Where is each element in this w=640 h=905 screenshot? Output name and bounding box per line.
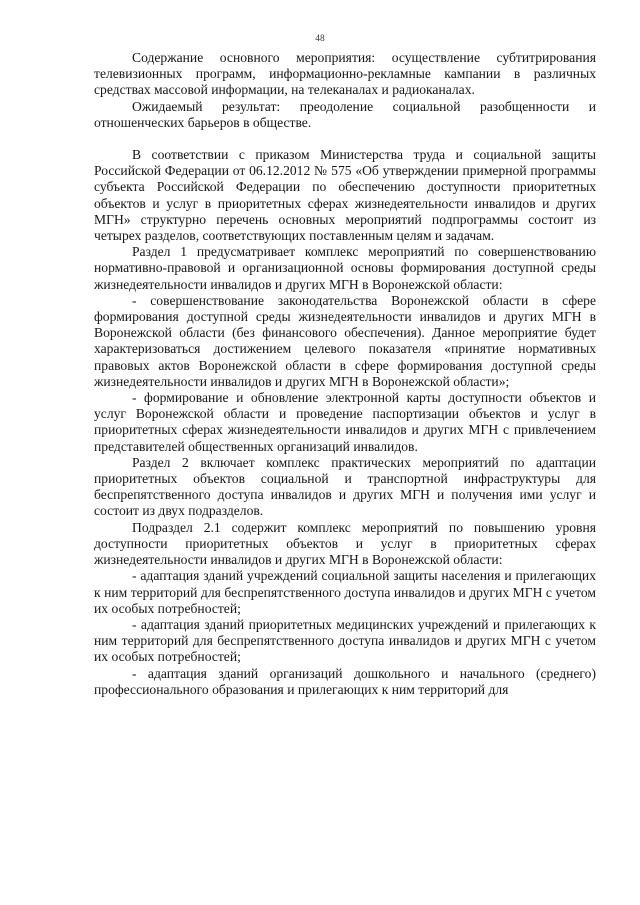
paragraph-subtitling: Содержание основного мероприятия: осуществление субтитрирования телевизионных программ, информационно-рекламные кампании в различных средствах массовой информации, на телеканалах и радиоканалах. [94, 50, 596, 98]
paragraph-order-reference: В соответствии с приказом Министерства труда и социальной защиты Российской Федерации от 06.12.2012 № 575 «Об утверждении примерной программы субъекта Российской Федерации по обеспечению доступности приоритетных объектов и услуг в приоритетных сферах жизнедеятельности инвалидов и других МГН» структурно перечень основных мероприятий подпрограммы состоит из четырех разделов, соответствующих поставленным целям и задачам. [94, 147, 596, 244]
list-item-medical: - адаптация зданий приоритетных медицинских учреждений и прилегающих к ним территорий для беспрепятственного доступа инвалидов и других МГН с учетом их особых потребностей; [94, 616, 596, 665]
paragraph-section-1: Раздел 1 предусматривает комплекс мероприятий по совершенствованию нормативно-правовой и организационной основы формирования доступной среды жизнедеятельности инвалидов и других МГН в Воронежской области: [94, 244, 596, 292]
list-item-electronic-map: - формирование и обновление электронной карты доступности объектов и услуг Воронежской области и проведение паспортизации объектов и услуг в приоритетных сферах жизнедеятельности инвалидов и других МГН с привлечением представителей общественных организаций инвалидов. [94, 390, 596, 454]
paragraph-expected-result: Ожидаемый результат: преодоление социальной разобщенности и отношенческих барьеров в обществе. [94, 98, 596, 130]
list-item-social-protection: - адаптация зданий учреждений социальной защиты населения и прилегающих к ним территорий для беспрепятственного доступа инвалидов и других МГН с учетом их особых потребностей; [94, 568, 596, 616]
paragraph-section-2: Раздел 2 включает комплекс практических мероприятий по адаптации приоритетных объектов социальной и транспортной инфраструктуры для беспрепятственного доступа инвалидов и других МГН и получения ими услуг и состоит из двух подразделов. [94, 454, 596, 519]
list-item-legislation: - совершенствование законодательства Воронежской области в сфере формирования доступной среды жизнедеятельности инвалидов и других МГН в Воронежской области (без финансового обеспечения). Данное мероприятие будет характеризоваться достижением целевого показателя «принятие нормативных правовых актов Воронежской области в сфере формирования доступной среды жизнедеятельности инвалидов и других МГН в Воронежской области»; [94, 292, 596, 389]
document-body [94, 50, 596, 698]
page-number: 48 [315, 34, 325, 44]
paragraph-subsection-2-1: Подраздел 2.1 содержит комплекс мероприятий по повышению уровня доступности приоритетных объектов и услуг в приоритетных сферах жизнедеятельности инвалидов и других МГН в Воронежской области: [94, 519, 596, 568]
list-item-education: - адаптация зданий организаций дошкольного и начального (среднего) профессионального образования и прилегающих к ним территорий для [94, 665, 596, 697]
